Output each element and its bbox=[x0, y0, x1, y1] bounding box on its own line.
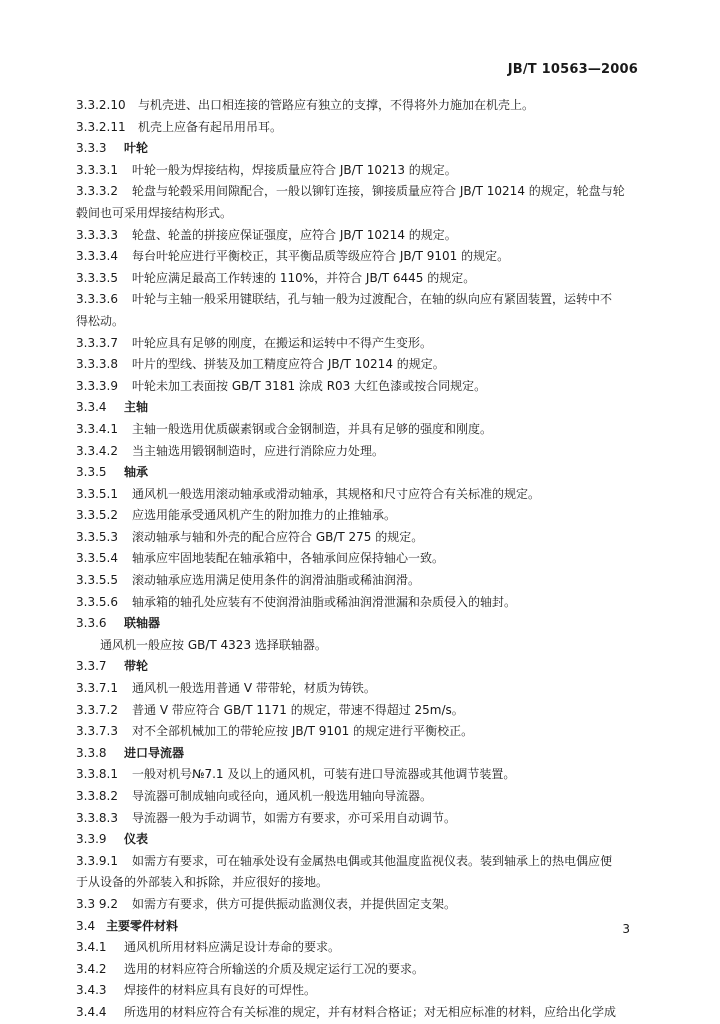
section-heading bbox=[76, 397, 644, 419]
clause-line bbox=[76, 505, 644, 527]
document-code: JB/T 10563—2006 bbox=[507, 62, 638, 77]
clause-number: 3.3.7 bbox=[76, 659, 107, 674]
section-title: 联轴器 bbox=[124, 616, 161, 631]
clause-number: 3.4.1 bbox=[76, 940, 107, 955]
clause-text: 通风机一般选用普通 V 带带轮，材质为铸铁。 bbox=[132, 681, 376, 696]
section-title: 主轴 bbox=[124, 400, 149, 415]
clause-line bbox=[76, 354, 644, 376]
section-heading bbox=[76, 656, 644, 678]
clause-text: 每台叶轮应进行平衡校正，其平衡品质等级应符合 JB/T 9101 的规定。 bbox=[132, 249, 510, 264]
clause-line bbox=[76, 894, 644, 916]
clause-text: 叶轮与主轴一般采用键联结，孔与轴一般为过渡配合，在轴的纵向应有紧固装置，运转中不 bbox=[132, 292, 613, 307]
clause-line bbox=[76, 246, 644, 268]
clause-line bbox=[76, 548, 644, 570]
clause-number: 3.3.3.7 bbox=[76, 335, 118, 350]
clause-line bbox=[76, 203, 644, 225]
section-heading bbox=[76, 138, 644, 160]
section-title: 仪表 bbox=[124, 832, 149, 847]
clause-text: 如需方有要求，供方可提供振动监测仪表，并提供固定支架。 bbox=[132, 896, 457, 911]
clause-number: 3.4.4 bbox=[76, 1004, 107, 1019]
clause-number: 3.3.3.1 bbox=[76, 162, 118, 177]
clause-number: 3.3.5.2 bbox=[76, 508, 118, 523]
clause-line bbox=[76, 937, 644, 959]
clause-text: 所选用的材料应符合有关标准的规定，并有材料合格证；对无相应标准的材料，应给出化学成 bbox=[124, 1004, 617, 1019]
page-number: 3 bbox=[622, 922, 630, 936]
clause-text: 滚动轴承与轴和外壳的配合应符合 GB/T 275 的规定。 bbox=[132, 529, 424, 544]
clause-text: 如需方有要求，可在轴承处设有金属热电偶或其他温度监视仪表。装到轴承上的热电偶应便 bbox=[132, 853, 613, 868]
clause-line bbox=[76, 484, 644, 506]
clause-number: 3.3.3.5 bbox=[76, 270, 118, 285]
clause-number: 3.3.2.11 bbox=[76, 119, 126, 134]
document-body bbox=[76, 95, 644, 1024]
clause-number: 3.3.5 bbox=[76, 465, 107, 480]
clause-text: 叶轮未加工表面按 GB/T 3181 涂成 R03 大红色漆或按合同规定。 bbox=[132, 378, 487, 393]
clause-line bbox=[76, 419, 644, 441]
clause-line bbox=[76, 333, 644, 355]
clause-line bbox=[76, 117, 644, 139]
section-title: 进口导流器 bbox=[124, 745, 185, 760]
clause-text: 选用的材料应符合所输送的介质及规定运行工况的要求。 bbox=[124, 961, 425, 976]
clause-number: 3.3.8 bbox=[76, 745, 107, 760]
clause-line bbox=[76, 592, 644, 614]
clause-text: 导流器可制成轴向或径向，通风机一般选用轴向导流器。 bbox=[132, 789, 433, 803]
clause-text: 对不全部机械加工的带轮应按 JB/T 9101 的规定进行平衡校正。 bbox=[132, 724, 474, 739]
clause-line bbox=[76, 851, 644, 873]
clause-number: 3.3.5.5 bbox=[76, 573, 118, 588]
clause-line bbox=[76, 268, 644, 290]
clause-number: 3.4.2 bbox=[76, 961, 107, 976]
clause-line bbox=[76, 95, 644, 117]
clause-line bbox=[76, 980, 644, 1002]
clause-text: 滚动轴承应选用满足使用条件的润滑油脂或稀油润滑。 bbox=[132, 573, 421, 588]
clause-number: 3.3.4.1 bbox=[76, 421, 118, 436]
clause-text: 通风机所用材料应满足设计寿命的要求。 bbox=[124, 940, 341, 955]
clause-number: 3.3.3.8 bbox=[76, 357, 118, 372]
section-title: 主要零件材料 bbox=[106, 918, 179, 933]
clause-line bbox=[76, 181, 644, 203]
clause-line bbox=[76, 289, 644, 311]
clause-text: 轮盘、轮盖的拼接应保证强度，应符合 JB/T 10214 的规定。 bbox=[132, 227, 457, 242]
clause-number: 3.3.3.2 bbox=[76, 184, 118, 199]
clause-text: 叶轮一般为焊接结构，焊接质量应符合 JB/T 10213 的规定。 bbox=[132, 162, 457, 177]
clause-line bbox=[76, 441, 644, 463]
section-heading bbox=[76, 462, 644, 484]
clause-number: 3.3.6 bbox=[76, 616, 107, 631]
clause-number: 3.3.3.3 bbox=[76, 227, 118, 242]
clause-number: 3.3.2.10 bbox=[76, 98, 126, 112]
clause-text: 叶片的型线、拼装及加工精度应符合 JB/T 10214 的规定。 bbox=[132, 357, 445, 372]
clause-text: 一般对机号№7.1 及以上的通风机，可装有进口导流器或其他调节装置。 bbox=[132, 767, 516, 782]
clause-text: 轮盘与轮毂采用间隙配合，一般以铆钉连接，铆接质量应符合 JB/T 10214 的规定，轮盘与轮 bbox=[132, 184, 625, 199]
clause-text: 应选用能承受通风机产生的附加推力的止推轴承。 bbox=[132, 508, 397, 523]
clause-line bbox=[76, 527, 644, 549]
clause-text: 主轴一般选用优质碳素钢或合金钢制造，并具有足够的强度和刚度。 bbox=[132, 421, 493, 436]
clause-text: 焊接件的材料应具有良好的可焊性。 bbox=[124, 983, 317, 998]
clause-text: 轴承箱的轴孔处应装有不使润滑油脂或稀油润滑泄漏和杂质侵入的轴封。 bbox=[132, 594, 517, 609]
section-heading bbox=[76, 613, 644, 635]
clause-text: 得松动。 bbox=[76, 313, 125, 328]
section-heading bbox=[76, 829, 644, 851]
clause-text: 毂间也可采用焊接结构形式。 bbox=[76, 205, 233, 220]
clause-line bbox=[76, 160, 644, 182]
clause-number: 3.3.5.1 bbox=[76, 486, 118, 501]
clause-number: 3.3.3.6 bbox=[76, 292, 118, 307]
clause-number: 3.3.3.4 bbox=[76, 249, 118, 264]
clause-line bbox=[76, 376, 644, 398]
clause-line bbox=[76, 721, 644, 743]
clause-line bbox=[76, 225, 644, 247]
clause-text: 通风机一般应按 GB/T 4323 选择联轴器。 bbox=[100, 637, 327, 652]
clause-line bbox=[76, 311, 644, 333]
clause-text: 普通 V 带应符合 GB/T 1171 的规定，带速不得超过 25m/s。 bbox=[132, 702, 464, 717]
clause-number: 3.3.8.3 bbox=[76, 810, 118, 825]
clause-number: 3.3.7.1 bbox=[76, 681, 118, 696]
section-heading bbox=[76, 743, 644, 765]
clause-line bbox=[76, 678, 644, 700]
clause-number: 3.3.3 bbox=[76, 141, 107, 156]
section-title: 叶轮 bbox=[124, 141, 149, 156]
clause-text: 机壳上应备有起吊用吊耳。 bbox=[138, 119, 283, 134]
clause-text: 叶轮应满足最高工作转速的 110%，并符合 JB/T 6445 的规定。 bbox=[132, 270, 476, 285]
clause-number: 3.3.8.2 bbox=[76, 789, 118, 803]
clause-text: 于从设备的外部装入和拆除，并应很好的接地。 bbox=[76, 875, 329, 890]
clause-line bbox=[76, 786, 644, 808]
clause-text: 当主轴选用锻钢制造时，应进行消除应力处理。 bbox=[132, 443, 385, 458]
clause-line bbox=[76, 635, 644, 657]
clause-number: 3.3.3.9 bbox=[76, 378, 118, 393]
clause-number: 3.3.4 bbox=[76, 400, 107, 415]
clause-text: 与机壳进、出口相连接的管路应有独立的支撑，不得将外力施加在机壳上。 bbox=[138, 98, 535, 112]
clause-number: 3.3 9.2 bbox=[76, 896, 118, 911]
clause-line bbox=[76, 700, 644, 722]
clause-number: 3.3.9.1 bbox=[76, 853, 118, 868]
section-heading bbox=[76, 916, 644, 938]
clause-number: 3.3.8.1 bbox=[76, 767, 118, 782]
section-title: 带轮 bbox=[124, 659, 149, 674]
clause-line bbox=[76, 570, 644, 592]
clause-number: 3.3.5.3 bbox=[76, 529, 118, 544]
clause-line bbox=[76, 1002, 644, 1024]
clause-line bbox=[76, 808, 644, 830]
clause-line bbox=[76, 959, 644, 981]
clause-number: 3.4 bbox=[76, 918, 96, 933]
clause-number: 3.3.5.6 bbox=[76, 594, 118, 609]
clause-number: 3.3.9 bbox=[76, 832, 107, 847]
clause-text: 叶轮应具有足够的刚度，在搬运和运转中不得产生变形。 bbox=[132, 335, 433, 350]
clause-text: 轴承应牢固地装配在轴承箱中，各轴承间应保持轴心一致。 bbox=[132, 551, 445, 566]
clause-number: 3.3.5.4 bbox=[76, 551, 118, 566]
clause-number: 3.3.4.2 bbox=[76, 443, 118, 458]
clause-text: 导流器一般为手动调节，如需方有要求，亦可采用自动调节。 bbox=[132, 810, 457, 825]
section-title: 轴承 bbox=[124, 465, 149, 480]
clause-line bbox=[76, 764, 644, 786]
clause-number: 3.4.3 bbox=[76, 983, 107, 998]
clause-line bbox=[76, 872, 644, 894]
clause-text: 通风机一般选用滚动轴承或滑动轴承，其规格和尺寸应符合有关标准的规定。 bbox=[132, 486, 541, 501]
clause-number: 3.3.7.3 bbox=[76, 724, 118, 739]
clause-number: 3.3.7.2 bbox=[76, 702, 118, 717]
